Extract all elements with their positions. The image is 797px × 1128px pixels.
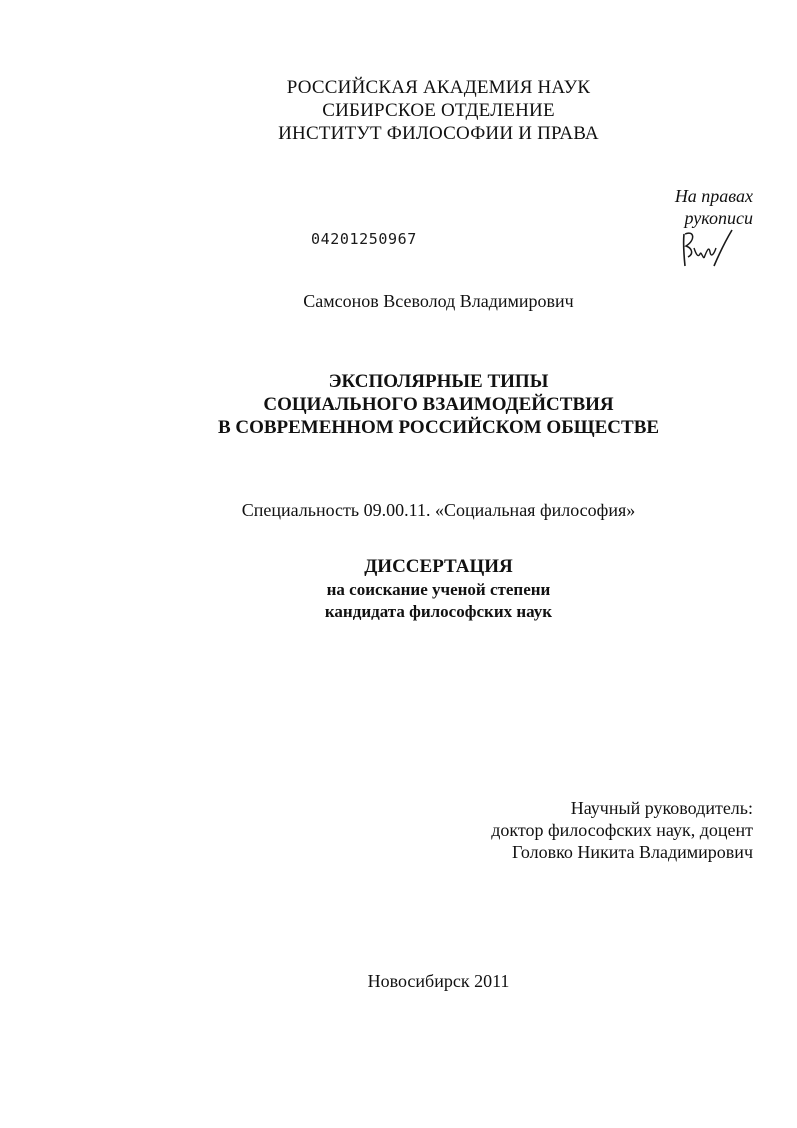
academy-name: РОССИЙСКАЯ АКАДЕМИЯ НАУК	[286, 77, 591, 98]
supervisor-name: Головко Никита Владимирович	[512, 842, 753, 862]
title-line-2: СОЦИАЛЬНОГО ВЗАИМОДЕЙСТВИЯ	[263, 394, 614, 415]
supervisor-block	[491, 797, 753, 863]
manuscript-note-line1: На правах	[674, 186, 753, 206]
title-line-3: В СОВРЕМЕННОМ РОССИЙСКОМ ОБЩЕСТВЕ	[217, 417, 660, 438]
degree-line-2: кандидата философских наук	[324, 602, 553, 621]
author-name: Самсонов Всеволод Владимирович	[303, 291, 574, 311]
institute-name: ИНСТИТУТ ФИЛОСОФИИ И ПРАВА	[278, 123, 599, 144]
specialty: Специальность 09.00.11. «Социальная философия»	[241, 500, 636, 520]
title-line-1: ЭКСПОЛЯРНЫЕ ТИПЫ	[328, 371, 549, 392]
signature	[676, 224, 736, 270]
manuscript-note-line2: рукописи	[684, 208, 753, 228]
supervisor-label: Научный руководитель:	[570, 798, 753, 818]
supervisor-degree: доктор философских наук, доцент	[491, 820, 753, 840]
dissertation-title	[40, 370, 797, 439]
degree-block	[40, 555, 797, 623]
degree-line-1: на соискание ученой степени	[326, 580, 551, 599]
manuscript-note	[675, 185, 753, 229]
document-type: ДИССЕРТАЦИЯ	[364, 556, 513, 577]
branch-name: СИБИРСКОЕ ОТДЕЛЕНИЕ	[322, 100, 555, 121]
catalog-number: 04201250967	[311, 230, 417, 248]
institution-header	[40, 76, 797, 145]
place-and-year: Новосибирск 2011	[367, 971, 510, 991]
